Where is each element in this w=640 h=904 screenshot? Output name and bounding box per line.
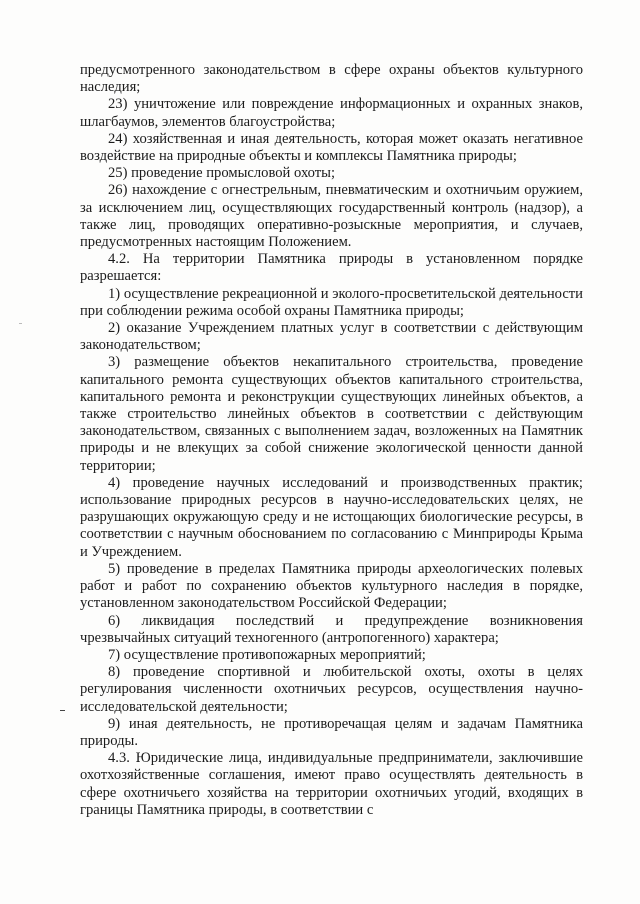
paragraph-allowed-8: 8) проведение спортивной и любительской охоты, охоты в целях регулирования численности охотничьих ресурсов, осуществления научно-исследовательской деятельности; (80, 664, 583, 715)
document-body (80, 62, 583, 819)
paragraph-item-23: 23) уничтожение или повреждение информационных и охранных знаков, шлагбаумов, элементов благоустройства; (80, 96, 583, 130)
paragraph-allowed-5: 5) проведение в пределах Памятника природы археологических полевых работ и работ по сохранению объектов культурного наследия в порядке, установленном законодательством Российской Федерации; (80, 560, 583, 612)
paragraph-item-24: 24) хозяйственная и иная деятельность, которая может оказать негативное воздействие на природные объекты и комплексы Памятника природы; (80, 130, 583, 165)
paragraph-allowed-4: 4) проведение научных исследований и производственных практик; использование природных ресурсов в научно-исследовательских целях, не разрушающих окружающую среду и не истощающих биологические ресурсы, в соответствии с научным обоснованием по согласованию с Минприроды Крыма и Учреждением. (80, 474, 583, 560)
paragraph-item-25: 25) проведение промысловой охоты; (108, 165, 336, 182)
paragraph-continuation: предусмотренного законодательством в сфере охраны объектов культурного наследия; (80, 62, 583, 96)
paragraph-allowed-9: 9) иная деятельность, не противоречащая целям и задачам Памятника природы. (80, 715, 583, 749)
paragraph-allowed-1: 1) осуществление рекреационной и эколого-просветительской деятельности при соблюдении режима особой охраны Памятника природы; (80, 285, 583, 319)
paragraph-item-26: 26) нахождение с огнестрельным, пневматическим и охотничьим оружием, за исключением лиц, осуществляющих государственный контроль (надзор), а также лиц, проводящих оперативно-розыскные мероприятия, и случаев, предусмотренных настоящим Положением. (80, 182, 583, 251)
paragraph-allowed-2: 2) оказание Учреждением платных услуг в соответствии с действующим законодательством; (80, 320, 583, 354)
scan-mark (60, 710, 65, 711)
paragraph-allowed-6: 6) ликвидация последствий и предупреждение возникновения чрезвычайных ситуаций техногенного (антропогенного) характера; (80, 612, 583, 646)
paragraph-allowed-7: 7) осуществление противопожарных мероприятий; (108, 646, 426, 663)
scan-speck (19, 323, 22, 324)
paragraph-section-4-3: 4.3. Юридические лица, индивидуальные предприниматели, заключившие охотхозяйственные соглашения, имеют право осуществлять деятельность в сфере охотничьего хозяйства на территории охотничьих угодий, входящих в границы Памятника природы, в соответствии с (80, 750, 583, 818)
paragraph-section-4-2: 4.2. На территории Памятника природы в установленном порядке разрешается: (80, 251, 583, 285)
paragraph-allowed-3: 3) размещение объектов некапитального строительства, проведение капитального ремонта существующих объектов капитального строительства, капитального ремонта и реконструкции существующих линейных объектов, а также строительство линейных объектов в соответствии с действующим законодательством, связанных с выполнением задач, возложенных на Памятник природы и не влекущих за собой снижение экологической ценности данной территории; (80, 354, 583, 474)
